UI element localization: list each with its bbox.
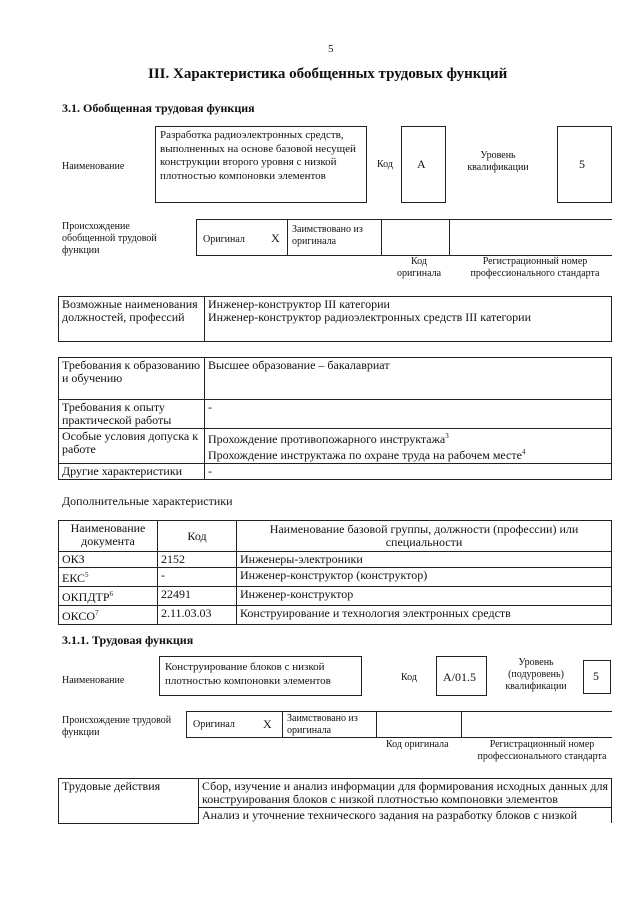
tf-heading: 3.1.1. Трудовая функция — [62, 633, 194, 647]
requirements-table — [58, 357, 612, 480]
req-condition-item: Прохождение противопожарного инструктажа$^3$ — [208, 432, 449, 446]
gtf-borrowed-label: Заимствовано из оригинала — [292, 224, 363, 247]
req-education-label: Требования к образованию и обучению — [59, 358, 205, 400]
add-header-doc: Наименование документа — [59, 521, 158, 552]
gtf-code-original-label: Код оригинала — [396, 256, 442, 279]
add-name: Инженеры-электроники — [237, 552, 612, 568]
req-other-value: - — [205, 464, 612, 480]
tf-original-label: Оригинал — [193, 719, 235, 730]
req-experience-value: - — [205, 400, 612, 429]
action-item: Сбор, изучение и анализ информации для формирования исходных данных для конструирования блоков с низкой плотностью компоновки элементов — [199, 779, 612, 808]
tf-level-label: Уровень (подуровень) квалификации — [505, 657, 567, 692]
add-doc: ОКСО — [62, 609, 96, 623]
req-other-label: Другие характеристики — [59, 464, 205, 480]
req-education-value: Высшее образование – бакалавриат — [205, 358, 612, 400]
add-name: Конструирование и технология электронных средств — [237, 606, 612, 625]
tf-reg-number-label: Регистрационный номер профессионального стандарта — [477, 739, 607, 762]
tf-original-mark: X — [263, 717, 272, 731]
footnote-mark: 4 — [521, 448, 526, 456]
gtf-reg-number-label: Регистрационный номер профессионального стандарта — [470, 256, 600, 279]
position-item: Инженер-конструктор радиоэлектронных средств III категории — [208, 310, 531, 324]
table-row — [59, 606, 612, 625]
section-title: III. Характеристика обобщенных трудовых функций — [148, 66, 508, 82]
req-experience-label: Требования к опыту практической работы — [59, 400, 205, 429]
positions-label: Возможные наименования должностей, профессий — [59, 297, 205, 342]
gtf-name-value: Разработка радиоэлектронных средств, выполненных на основе базовой несущей конструкции второго уровня с низкой плотностью компоновки элементов — [155, 126, 367, 203]
add-code: 2152 — [158, 552, 237, 568]
req-condition-item: Прохождение инструктажа по охране труда на рабочем месте$^4$ — [208, 448, 526, 462]
tf-origin-label: Происхождение трудовой функции — [62, 715, 172, 738]
tf-code-original-label: Код оригинала — [386, 739, 449, 750]
gtf-level-label: Уровень квалификации — [467, 150, 529, 173]
footnote-mark: 5 — [85, 571, 89, 579]
footnote-mark: 3 — [445, 432, 449, 440]
gtf-origin-label: Происхождение обобщенной трудовой функции — [62, 221, 157, 256]
positions-table — [58, 296, 612, 342]
additional-title: Дополнительные характеристики — [62, 494, 233, 508]
add-header-name: Наименование базовой группы, должности (профессии) или специальности — [237, 521, 612, 552]
tf-code-value: A/01.5 — [443, 670, 476, 684]
add-code: 2.11.03.03 — [158, 606, 237, 625]
gtf-level-value: 5 — [579, 157, 585, 171]
gtf-original-label: Оригинал — [203, 234, 245, 245]
add-doc: ОКПДТР — [62, 590, 110, 604]
page-number: 5 — [328, 43, 334, 55]
gtf-heading: 3.1. Обобщенная трудовая функция — [62, 101, 255, 115]
tf-level-value: 5 — [593, 669, 599, 683]
action-item: Анализ и уточнение технического задания на разработку блоков с низкой — [199, 808, 612, 824]
footnote-mark: 7 — [95, 609, 99, 617]
add-code: - — [158, 568, 237, 587]
tf-name-value: Конструирование блоков с низкой плотностью компоновки элементов — [159, 656, 362, 696]
actions-table — [58, 778, 612, 824]
position-item: Инженер-конструктор III категории — [208, 297, 390, 311]
add-header-code: Код — [158, 521, 237, 552]
additional-table — [58, 520, 612, 625]
tf-borrowed-label: Заимствовано из оригинала — [287, 713, 358, 736]
table-row — [59, 587, 612, 606]
gtf-name-label: Наименование — [62, 161, 125, 172]
footnote-mark: 6 — [109, 590, 114, 598]
table-row — [59, 552, 612, 568]
add-doc: ОКЗ — [59, 552, 158, 568]
actions-label: Трудовые действия — [59, 779, 199, 824]
add-code: 22491 — [158, 587, 237, 606]
add-name: Инженер-конструктор — [237, 587, 612, 606]
add-name: Инженер-конструктор (конструктор) — [237, 568, 612, 587]
gtf-original-mark: X — [271, 231, 280, 245]
gtf-code-label: Код — [377, 159, 393, 170]
gtf-code-value: А — [417, 157, 426, 171]
add-doc: ЕКС — [62, 571, 86, 585]
table-row — [59, 568, 612, 587]
tf-code-label: Код — [401, 672, 417, 683]
req-conditions-label: Особые условия допуска к работе — [59, 429, 205, 464]
tf-name-label: Наименование — [62, 675, 125, 686]
